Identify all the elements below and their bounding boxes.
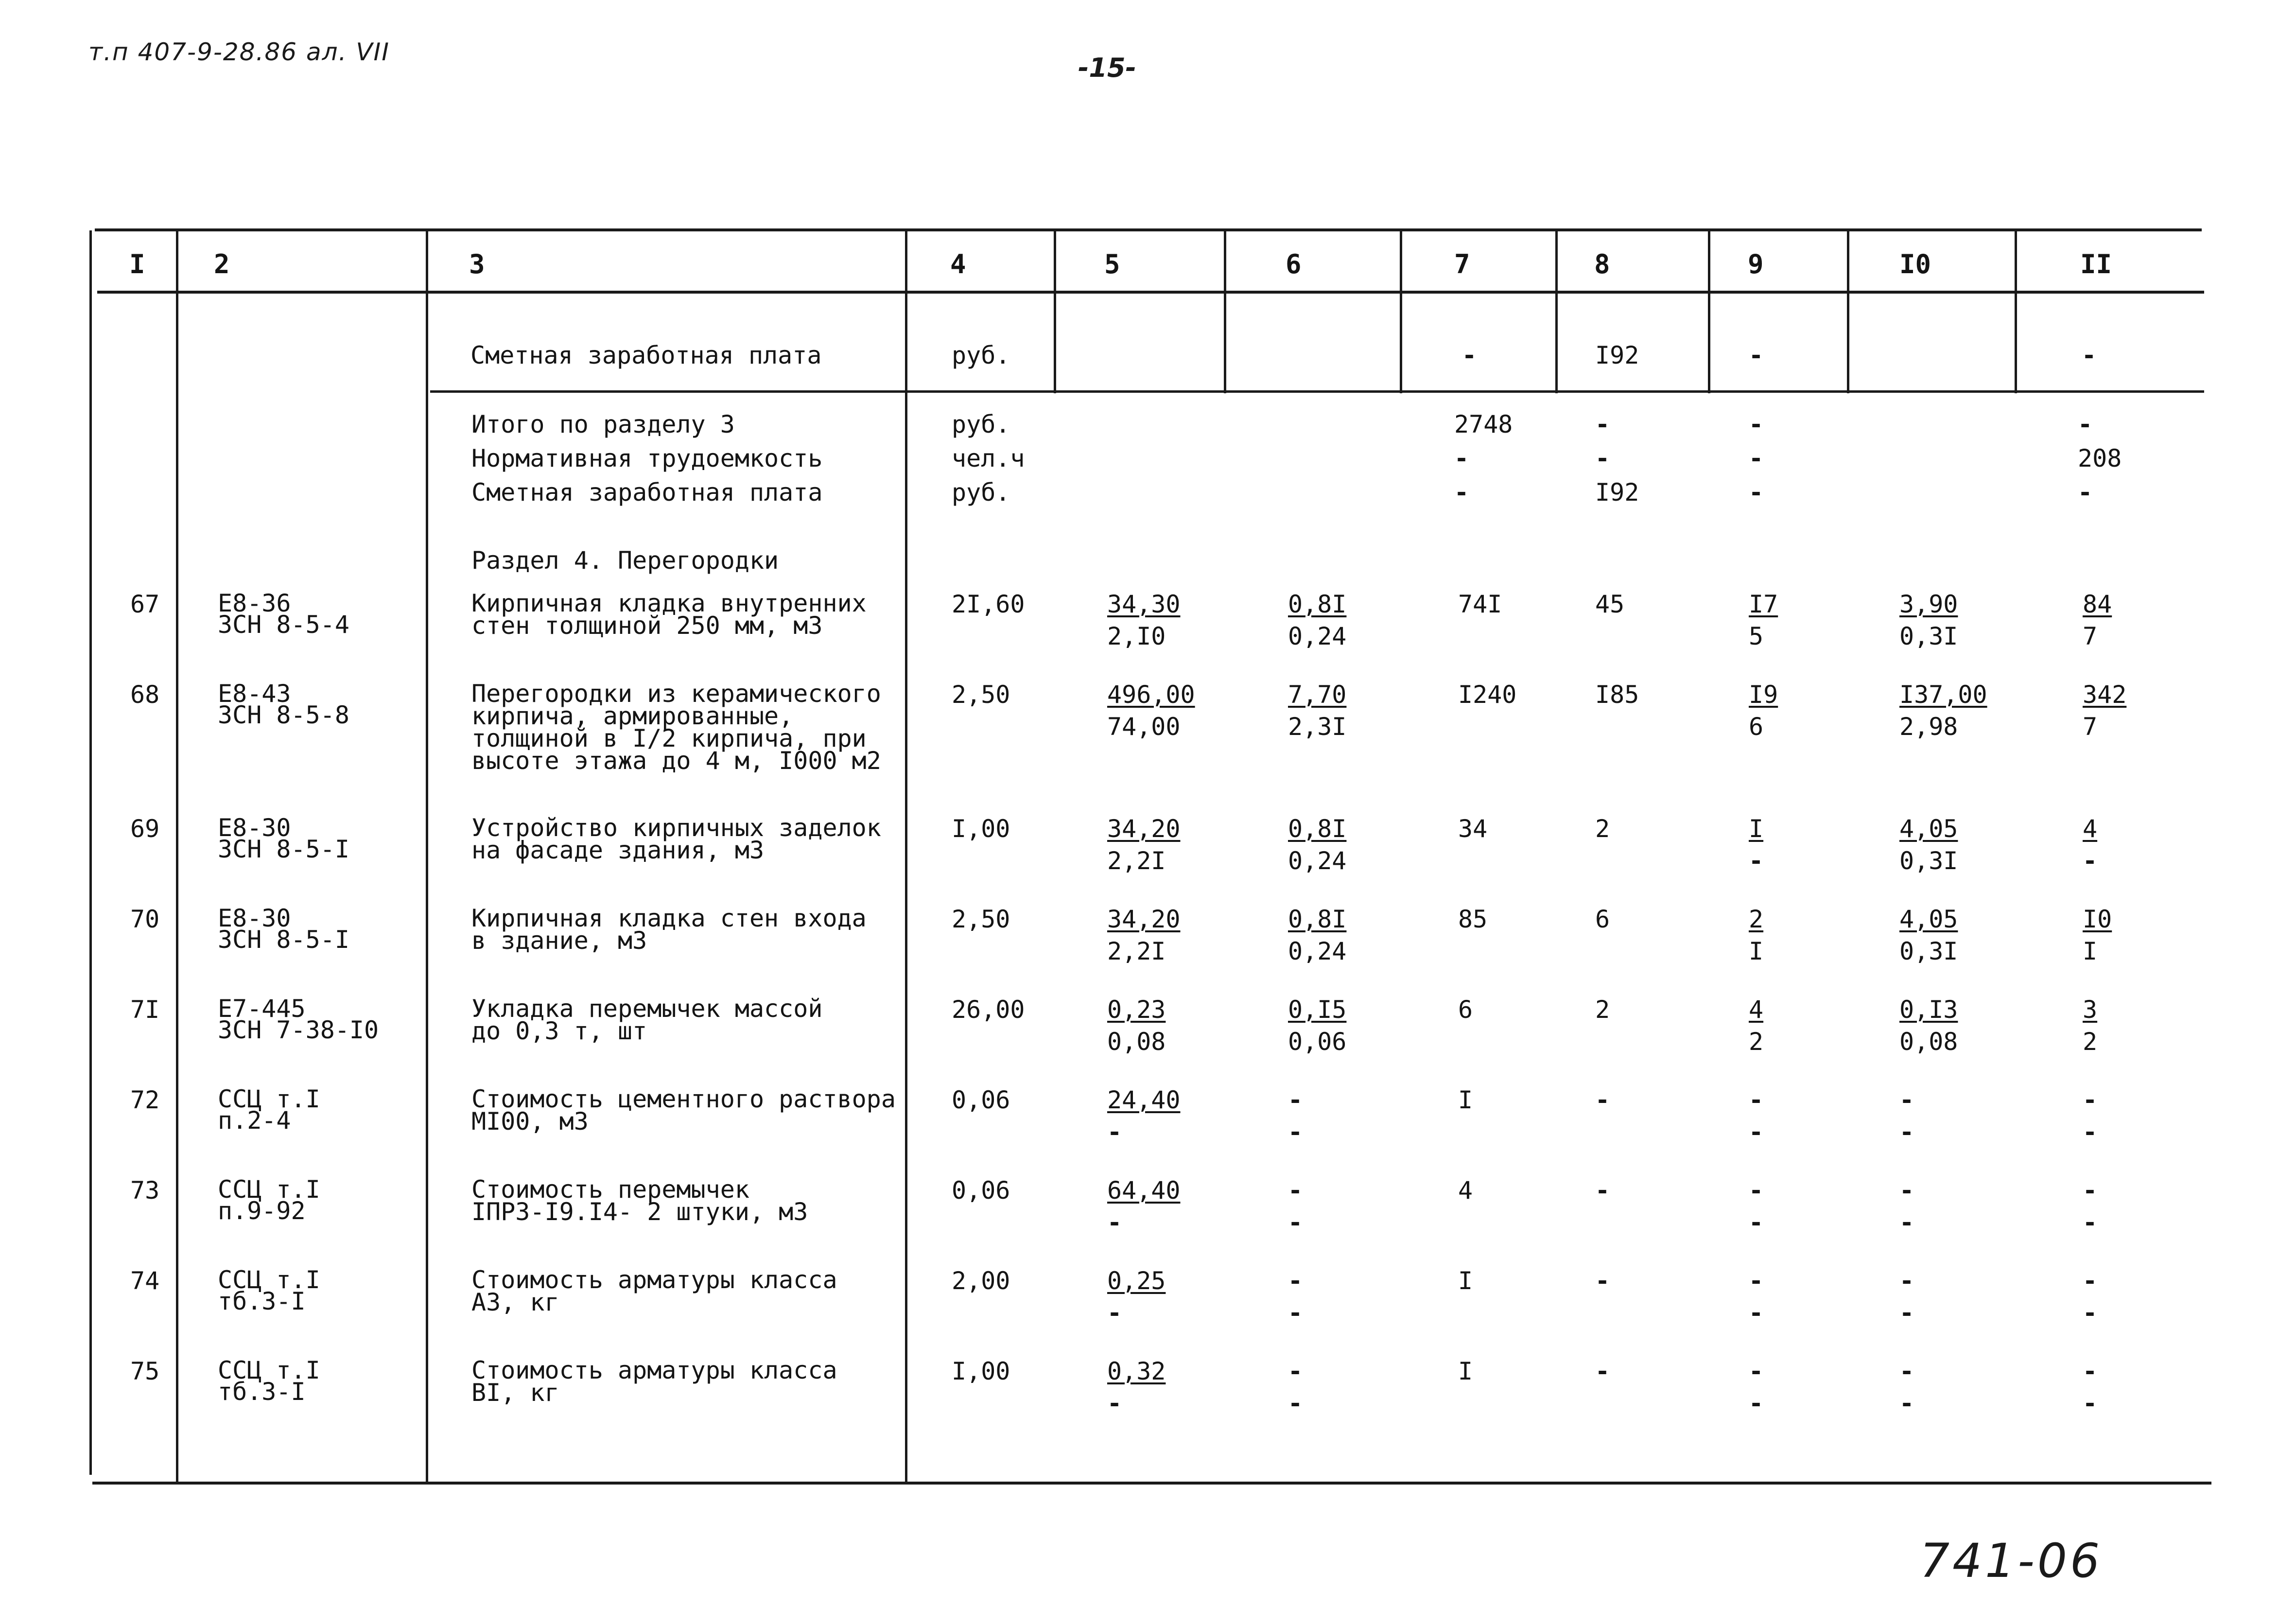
row-c11-numerator: -	[2083, 1357, 2098, 1385]
row-quantity: 2,50	[952, 905, 1010, 933]
row-c6-denominator: -	[1288, 1389, 1303, 1417]
row-description: Стоимость арматуры класса	[471, 1266, 837, 1294]
col-header-3: 3	[469, 249, 485, 280]
row-description: Стоимость перемычек	[471, 1175, 749, 1204]
row-c5-denominator: 2,2I	[1107, 937, 1166, 965]
row-description: до 0,3 т, шт	[471, 1017, 647, 1045]
row-description: МI00, м3	[471, 1107, 589, 1136]
row-col7: 34	[1458, 815, 1488, 843]
row-c6-numerator: -	[1288, 1086, 1303, 1114]
row-number: 72	[130, 1086, 160, 1114]
row-number: 69	[130, 815, 160, 843]
row-c6-denominator: 0,24	[1288, 847, 1347, 875]
row-description: высоте этажа до 4 м, I000 м2	[471, 747, 881, 775]
totals-col7: -	[1454, 478, 1469, 507]
row-c10-numerator: I37,00	[1899, 681, 1987, 709]
row-description: Стоимость цементного раствора	[471, 1085, 896, 1113]
row-c11-numerator: -	[2083, 1267, 2098, 1295]
row-c10-numerator: 4,05	[1899, 905, 1958, 933]
row-description: ВI, кг	[471, 1379, 559, 1407]
totals-col8: I92	[1595, 478, 1639, 507]
row-c11-numerator: 4	[2083, 815, 2098, 843]
row-c9-denominator: 2	[1749, 1028, 1764, 1056]
col-header-5: 5	[1104, 249, 1120, 280]
row-c9-numerator: -	[1749, 1176, 1764, 1205]
row-c10-denominator: 2,98	[1899, 713, 1958, 741]
row-c10-denominator: 0,3I	[1899, 622, 1958, 650]
row-c9-numerator: -	[1749, 1357, 1764, 1385]
row-c5-numerator: 34,30	[1107, 590, 1181, 618]
row-c10-denominator: -	[1899, 1118, 1914, 1146]
row-description: Устройство кирпичных заделок	[471, 814, 881, 842]
row-c5-denominator: 2,2I	[1107, 847, 1166, 875]
row-quantity: 0,06	[952, 1176, 1010, 1205]
row-c5-denominator: -	[1107, 1208, 1122, 1237]
row-c6-denominator: 2,3I	[1288, 713, 1347, 741]
row-col8: 2	[1595, 996, 1610, 1024]
row-description: Кирпичная кладка внутренних	[471, 589, 867, 617]
totals-col7: -	[1454, 444, 1469, 472]
row-quantity: 26,00	[952, 996, 1025, 1024]
row-c6-denominator: -	[1288, 1118, 1303, 1146]
row-code: Е8-36	[218, 589, 291, 617]
row-c6-numerator: -	[1288, 1357, 1303, 1385]
block-wages-col7: -	[1462, 341, 1477, 369]
row-description: IПР3-I9.I4- 2 штуки, м3	[471, 1198, 808, 1226]
col-header-7: 7	[1454, 249, 1470, 280]
row-col7: 74I	[1458, 590, 1502, 618]
totals-col8: -	[1595, 444, 1610, 472]
row-c5-denominator: 2,I0	[1107, 622, 1166, 650]
row-code: Е8-43	[218, 680, 291, 708]
row-description: в здание, м3	[471, 926, 647, 955]
col-divider-6	[1224, 230, 1226, 393]
row-c11-numerator: 342	[2083, 681, 2127, 709]
row-code: ССЦ т.I	[218, 1266, 320, 1294]
block-wages-col9: -	[1749, 341, 1764, 369]
col-divider-8	[1555, 230, 1558, 393]
row-col8: -	[1595, 1086, 1610, 1114]
col-divider-5	[1054, 230, 1056, 393]
row-c9-denominator: 6	[1749, 713, 1764, 741]
table-top-rule	[95, 228, 2202, 231]
totals-name: Сметная заработная плата	[471, 478, 823, 507]
row-c11-denominator: I	[2083, 937, 2098, 965]
row-number: 70	[130, 905, 160, 933]
row-c6-numerator: 7,70	[1288, 681, 1347, 709]
row-c9-denominator: -	[1749, 1299, 1764, 1327]
row-c11-denominator: -	[2083, 1208, 2098, 1237]
row-c9-numerator: I7	[1749, 590, 1778, 618]
row-c5-numerator: 0,23	[1107, 996, 1166, 1024]
col-header-11: II	[2080, 249, 2112, 280]
row-c10-numerator: -	[1899, 1176, 1914, 1205]
row-description: Укладка перемычек массой	[471, 995, 823, 1023]
subtotal-rule	[430, 390, 2204, 393]
row-code: ЗСН 8-5-4	[218, 611, 349, 639]
row-description: А3, кг	[471, 1288, 559, 1316]
row-number: 75	[130, 1357, 160, 1385]
row-col7: I240	[1458, 681, 1517, 709]
row-c11-denominator: -	[2083, 847, 2098, 875]
row-c6-numerator: 0,8I	[1288, 815, 1347, 843]
row-c5-denominator: 74,00	[1107, 713, 1181, 741]
row-c5-denominator: -	[1107, 1389, 1122, 1417]
row-c11-numerator: I0	[2083, 905, 2112, 933]
row-description: толщиной в I/2 кирпича, при	[471, 724, 867, 752]
row-description: Перегородки из керамического	[471, 680, 881, 708]
row-c10-numerator: -	[1899, 1267, 1914, 1295]
row-c10-denominator: 0,08	[1899, 1028, 1958, 1056]
row-c6-denominator: 0,24	[1288, 937, 1347, 965]
totals-col7: 2748	[1454, 410, 1513, 438]
row-c11-numerator: -	[2083, 1176, 2098, 1205]
row-c11-denominator: -	[2083, 1389, 2098, 1417]
row-c9-numerator: 4	[1749, 996, 1764, 1024]
row-col8: -	[1595, 1267, 1610, 1295]
row-c5-denominator: 0,08	[1107, 1028, 1166, 1056]
row-c10-denominator: -	[1899, 1389, 1914, 1417]
col-divider-10	[1847, 230, 1849, 393]
row-col7: I	[1458, 1357, 1473, 1385]
totals-unit: руб.	[952, 478, 1010, 507]
row-c6-numerator: 0,8I	[1288, 905, 1347, 933]
row-c9-numerator: -	[1749, 1086, 1764, 1114]
totals-col11: -	[2078, 478, 2093, 507]
section-title: Раздел 4. Перегородки	[471, 546, 779, 575]
row-c10-denominator: 0,3I	[1899, 847, 1958, 875]
row-c9-denominator: -	[1749, 1118, 1764, 1146]
row-quantity: I,00	[952, 1357, 1010, 1385]
row-c9-denominator: 5	[1749, 622, 1764, 650]
row-col7: 4	[1458, 1176, 1473, 1205]
row-c9-numerator: 2	[1749, 905, 1764, 933]
row-c11-denominator: -	[2083, 1118, 2098, 1146]
row-number: 7I	[130, 996, 160, 1024]
row-c6-numerator: -	[1288, 1267, 1303, 1295]
row-quantity: 2,00	[952, 1267, 1010, 1295]
col-header-1: I	[129, 249, 145, 280]
row-number: 73	[130, 1176, 160, 1205]
totals-name: Нормативная трудоемкость	[471, 444, 823, 472]
col-divider-4	[905, 230, 907, 1484]
col-header-6: 6	[1286, 249, 1302, 280]
row-col8: 2	[1595, 815, 1610, 843]
block-wages-unit: руб.	[952, 341, 1010, 369]
document-reference: т.п 407-9-28.86 ал. VII	[88, 38, 390, 66]
block-wages-col8: I92	[1595, 341, 1639, 369]
col-divider-7	[1400, 230, 1402, 393]
row-code: ЗСН 8-5-I	[218, 926, 349, 954]
row-code: п.9-92	[218, 1197, 306, 1225]
row-code: Е8-30	[218, 814, 291, 842]
row-c9-denominator: -	[1749, 1389, 1764, 1417]
row-col7: I	[1458, 1086, 1473, 1114]
col-header-4: 4	[950, 249, 966, 280]
row-code: Е8-30	[218, 904, 291, 932]
row-code: ССЦ т.I	[218, 1175, 320, 1204]
row-c5-denominator: -	[1107, 1299, 1122, 1327]
totals-col11: -	[2078, 410, 2093, 438]
row-quantity: 0,06	[952, 1086, 1010, 1114]
row-c11-numerator: 84	[2083, 590, 2112, 618]
row-code: Е7-445	[218, 995, 306, 1023]
row-c10-denominator: 0,3I	[1899, 937, 1958, 965]
row-description: кирпича, армированные,	[471, 702, 794, 730]
row-code: ЗСН 8-5-8	[218, 701, 349, 729]
row-code: тб.3-I	[218, 1287, 306, 1315]
row-col8: I85	[1595, 681, 1639, 709]
block-wages-col11: -	[2082, 341, 2097, 369]
row-description: на фасаде здания, м3	[471, 836, 765, 864]
row-code: ЗСН 7-38-I0	[218, 1016, 379, 1044]
row-c11-numerator: 3	[2083, 996, 2098, 1024]
row-c5-numerator: 0,32	[1107, 1357, 1166, 1385]
row-quantity: I,00	[952, 815, 1010, 843]
row-c11-denominator: -	[2083, 1299, 2098, 1327]
row-description: Кирпичная кладка стен входа	[471, 904, 867, 932]
row-description: Стоимость арматуры класса	[471, 1356, 837, 1384]
row-c10-numerator: 0,I3	[1899, 996, 1958, 1024]
row-c10-denominator: -	[1899, 1208, 1914, 1237]
row-code: п.2-4	[218, 1106, 291, 1135]
row-col8: 6	[1595, 905, 1610, 933]
row-c11-numerator: -	[2083, 1086, 2098, 1114]
totals-col11: 208	[2078, 444, 2122, 472]
row-col8: 45	[1595, 590, 1625, 618]
table-bottom-rule	[92, 1482, 2211, 1485]
row-c6-numerator: -	[1288, 1176, 1303, 1205]
page-number: -15-	[1078, 52, 1136, 83]
row-c6-denominator: 0,06	[1288, 1028, 1347, 1056]
row-description: стен толщиной 250 мм, м3	[471, 612, 823, 640]
row-number: 74	[130, 1267, 160, 1295]
row-code: ЗСН 8-5-I	[218, 835, 349, 863]
row-c9-numerator: I	[1749, 815, 1764, 843]
row-c5-numerator: 24,40	[1107, 1086, 1181, 1114]
row-c5-denominator: -	[1107, 1118, 1122, 1146]
totals-name: Итого по разделу 3	[471, 410, 735, 438]
row-c10-numerator: 3,90	[1899, 590, 1958, 618]
col-header-9: 9	[1748, 249, 1764, 280]
row-c6-numerator: 0,8I	[1288, 590, 1347, 618]
totals-col8: -	[1595, 410, 1610, 438]
row-c10-numerator: -	[1899, 1086, 1914, 1114]
row-col8: -	[1595, 1176, 1610, 1205]
row-quantity: 2I,60	[952, 590, 1025, 618]
block-wages-name: Сметная заработная плата	[470, 341, 822, 369]
row-code: ССЦ т.I	[218, 1085, 320, 1113]
col-divider-2	[176, 230, 178, 1484]
row-c5-numerator: 34,20	[1107, 815, 1181, 843]
row-c10-denominator: -	[1899, 1299, 1914, 1327]
row-c10-numerator: 4,05	[1899, 815, 1958, 843]
col-header-8: 8	[1594, 249, 1610, 280]
row-c6-numerator: 0,I5	[1288, 996, 1347, 1024]
row-c10-numerator: -	[1899, 1357, 1914, 1385]
row-c11-denominator: 7	[2083, 713, 2098, 741]
row-c11-denominator: 2	[2083, 1028, 2098, 1056]
header-bottom-rule	[97, 291, 2204, 294]
row-c9-numerator: I9	[1749, 681, 1778, 709]
row-c5-numerator: 34,20	[1107, 905, 1181, 933]
totals-unit: руб.	[952, 410, 1010, 438]
totals-col9: -	[1749, 444, 1764, 472]
row-c9-numerator: -	[1749, 1267, 1764, 1295]
row-number: 68	[130, 681, 160, 709]
col-divider-3	[426, 230, 428, 1484]
row-col7: 85	[1458, 905, 1488, 933]
col-header-2: 2	[214, 249, 230, 280]
row-number: 67	[130, 590, 160, 618]
row-c5-numerator: 0,25	[1107, 1267, 1166, 1295]
row-c9-denominator: I	[1749, 937, 1764, 965]
col-divider-11	[2015, 230, 2017, 393]
col-header-10: I0	[1899, 249, 1931, 280]
row-c9-denominator: -	[1749, 847, 1764, 875]
row-c6-denominator: 0,24	[1288, 622, 1347, 650]
row-code: ССЦ т.I	[218, 1356, 320, 1384]
row-c6-denominator: -	[1288, 1299, 1303, 1327]
row-c5-numerator: 64,40	[1107, 1176, 1181, 1205]
totals-col9: -	[1749, 410, 1764, 438]
row-c5-numerator: 496,00	[1107, 681, 1195, 709]
row-col8: -	[1595, 1357, 1610, 1385]
row-code: тб.3-I	[218, 1378, 306, 1406]
row-c11-denominator: 7	[2083, 622, 2098, 650]
col-divider-9	[1708, 230, 1710, 393]
archive-stamp: 741-06	[1920, 1534, 2103, 1588]
totals-col9: -	[1749, 478, 1764, 507]
row-quantity: 2,50	[952, 681, 1010, 709]
col-divider-1	[89, 230, 92, 1475]
row-col7: I	[1458, 1267, 1473, 1295]
row-col7: 6	[1458, 996, 1473, 1024]
row-c6-denominator: -	[1288, 1208, 1303, 1237]
row-c9-denominator: -	[1749, 1208, 1764, 1237]
totals-unit: чел.ч	[952, 444, 1025, 472]
